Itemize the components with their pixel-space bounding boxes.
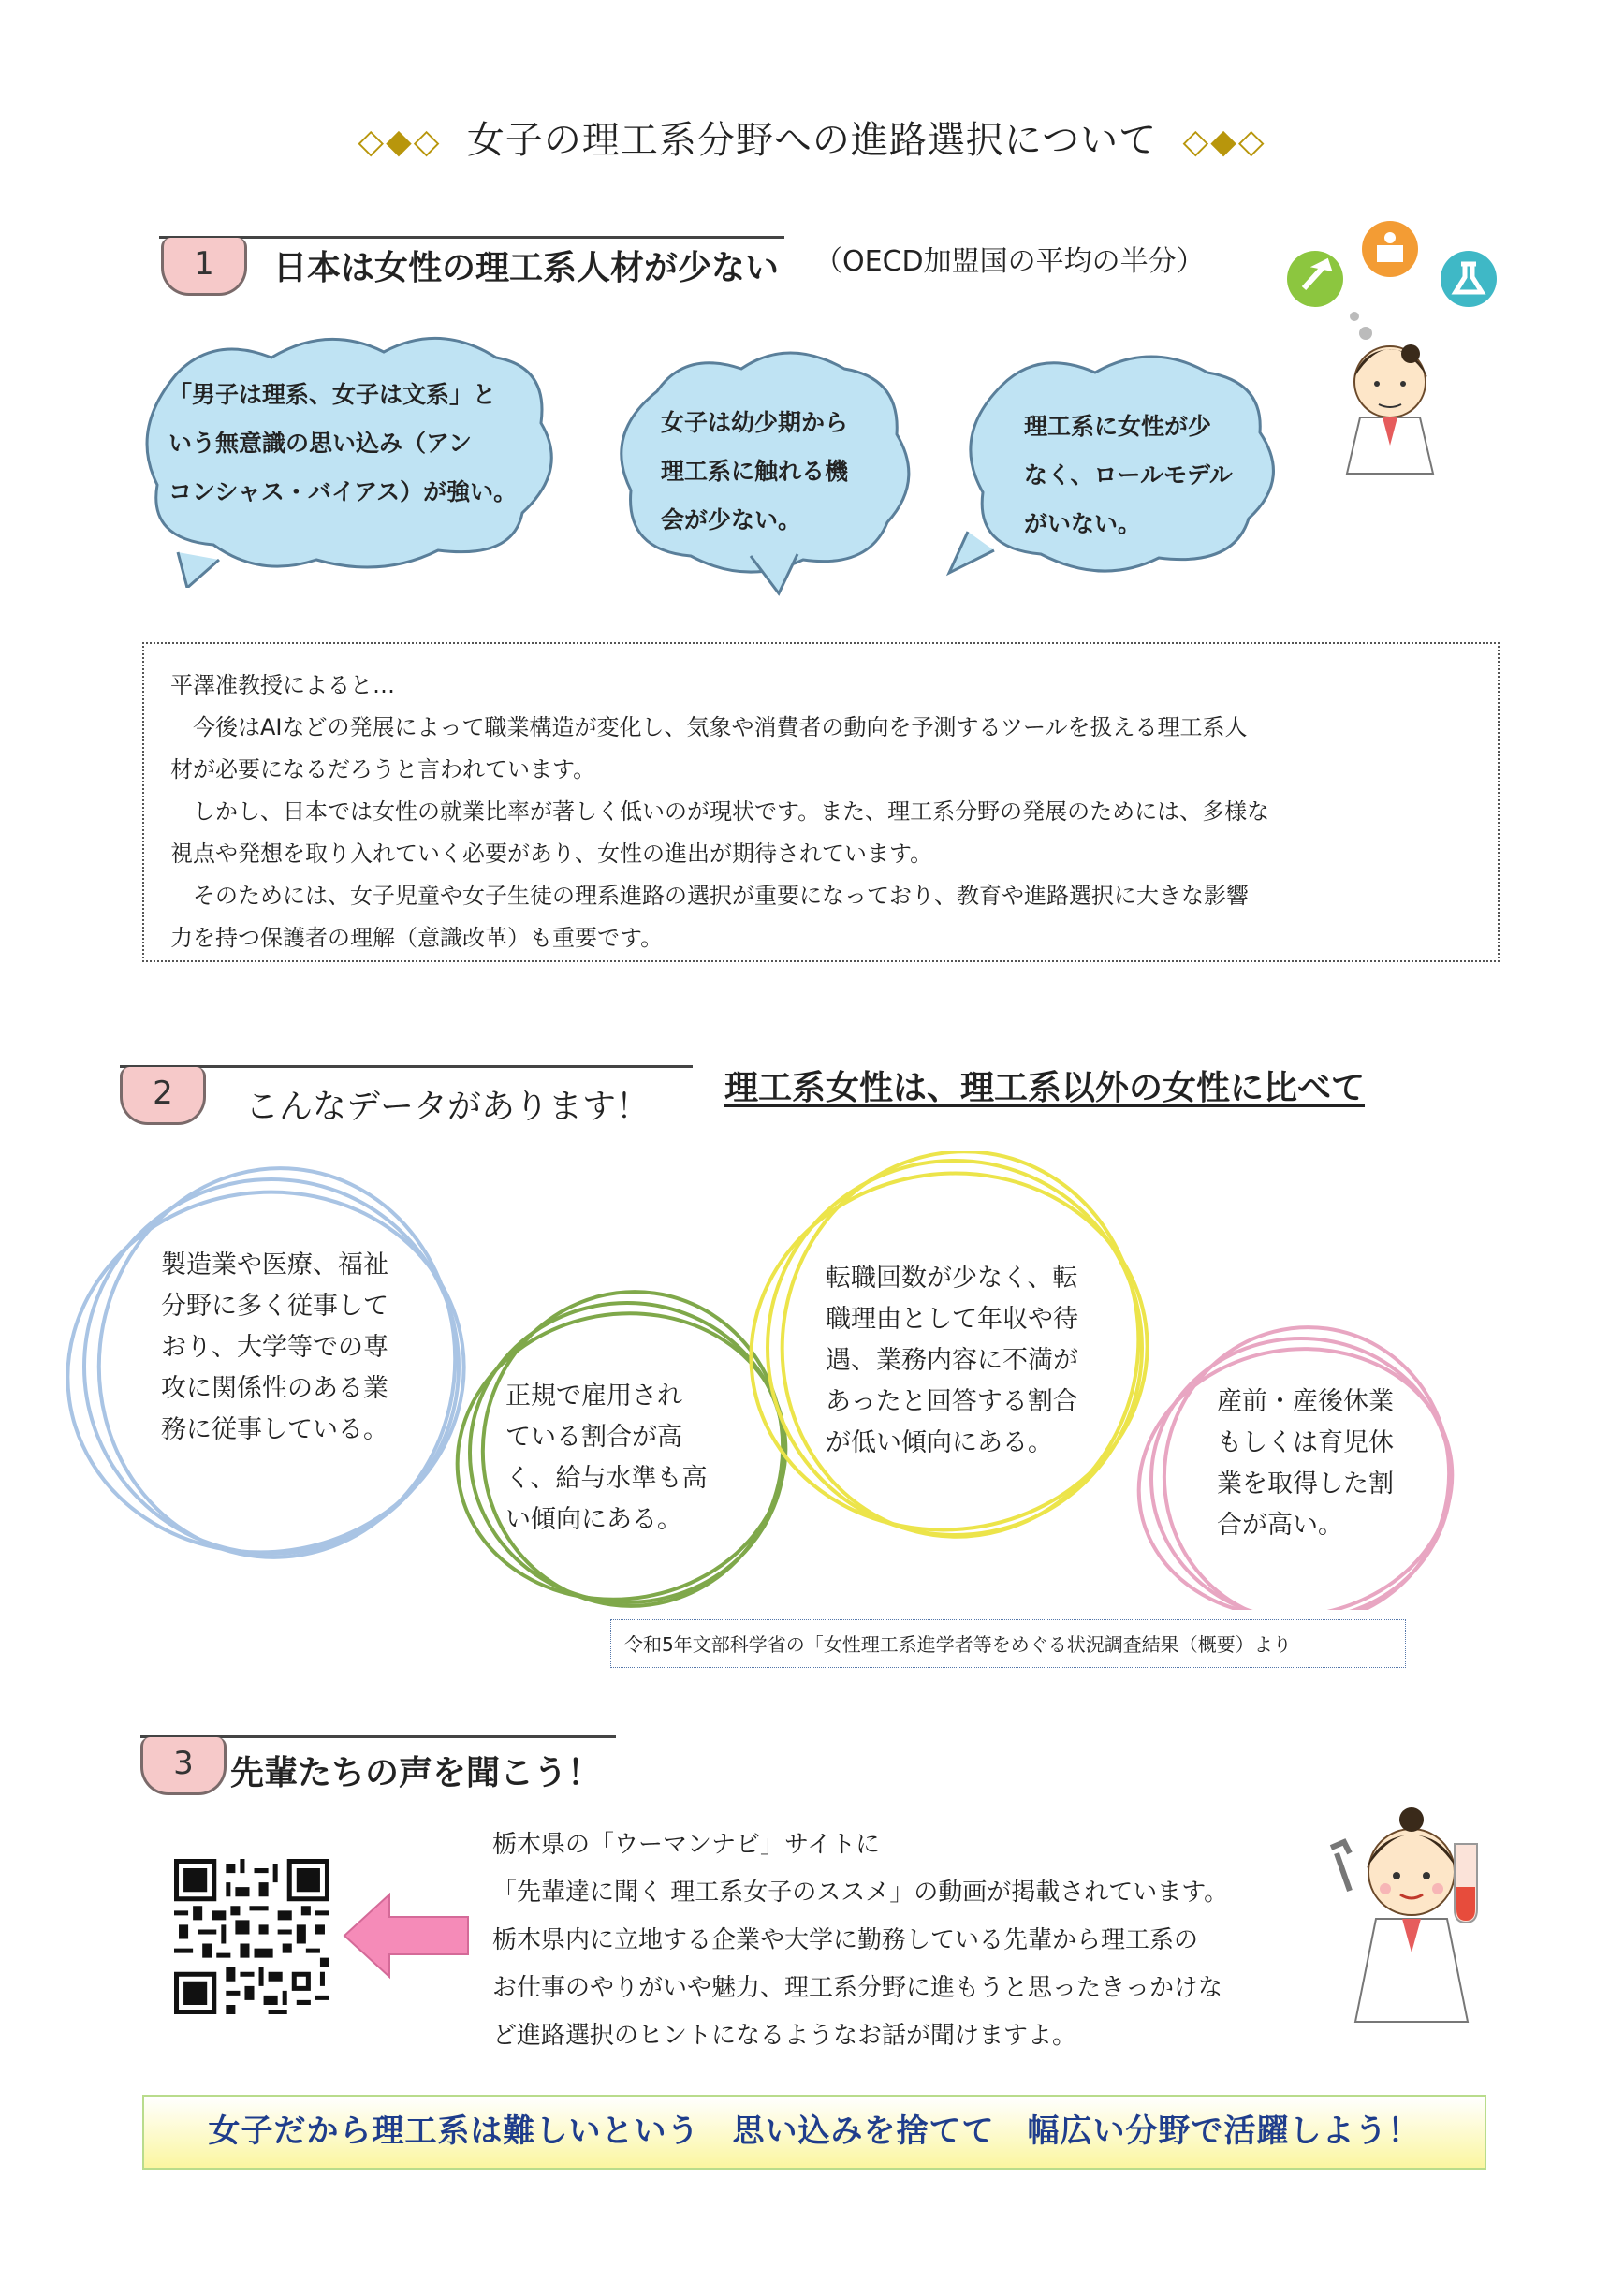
circle-3-text <box>826 1258 1078 1464</box>
circle-2-line: 正規で雇用され <box>505 1382 682 1411</box>
note-line: そのためには、女子児童や女子生徒の理系進路の選択が重要になっており、教育や進路選択に大きな影響 <box>170 883 1249 909</box>
section3-line: 「先輩達に聞く 理工系女子のススメ」の動画が掲載されています。 <box>492 1879 1229 1907</box>
circle-2-line: い傾向にある。 <box>505 1505 682 1534</box>
circle-4-line: もしくは育児休 <box>1217 1428 1394 1457</box>
circle-2-text <box>505 1376 707 1541</box>
circle-3-line: 職理由として年収や待 <box>826 1305 1078 1334</box>
page-title-text: 女子の理工系分野への進路選択について <box>466 119 1158 162</box>
section3-line: 栃木県の「ウーマンナビ」サイトに <box>492 1831 881 1859</box>
page-title <box>0 110 1624 164</box>
circle-4-text <box>1217 1382 1394 1546</box>
bubble-1-text <box>168 371 517 517</box>
bubble-1-line: いう無意識の思い込み（アン <box>168 430 473 457</box>
circle-1-line: 攻に関係性のある業 <box>161 1374 388 1403</box>
section1-rule <box>159 236 784 239</box>
note-line: しかし、日本では女性の就業比率が著しく低いのが現状です。また、理工系分野の発展のためには、多様な <box>170 798 1270 825</box>
circle-1-text <box>161 1245 388 1451</box>
scientist-illustration-icon <box>1268 213 1521 475</box>
circle-2-line: ている割合が高 <box>505 1423 682 1452</box>
section2-rule <box>120 1065 693 1068</box>
circle-3-line: が低い傾向にある。 <box>826 1428 1053 1457</box>
circle-3-line: あったと回答する割合 <box>826 1387 1078 1416</box>
circle-1-line: 分野に多く従事して <box>161 1292 388 1321</box>
bubble-3-line: がいない。 <box>1024 510 1142 537</box>
bubble-2-line: 女子は幼少期から <box>661 409 849 436</box>
bubble-1-line: 「男子は理系、女子は文系」と <box>168 381 497 408</box>
title-decoration-right: ◇◆◇ <box>1182 123 1266 161</box>
professor-note-box <box>142 642 1500 962</box>
note-line: 材が必要になるだろうと言われています。 <box>170 756 596 782</box>
circle-3-line: 遇、業務内容に不満が <box>826 1346 1078 1375</box>
qr-code-icon[interactable] <box>174 1859 329 2014</box>
section3-badge: 3 <box>140 1737 227 1795</box>
section3-text <box>492 1821 1228 2060</box>
section3-title: 先輩たちの声を聞こう！ <box>230 1754 602 1792</box>
bubble-1-line: コンシャス・バイアス）が強い。 <box>168 478 518 505</box>
circle-4-line: 産前・産後休業 <box>1217 1387 1394 1416</box>
section2-subtitle: 理工系女性は、理工系以外の女性に比べて <box>724 1069 1366 1107</box>
section3-line: 栃木県内に立地する企業や大学に勤務している先輩から理工系の <box>492 1926 1199 1954</box>
note-line: 今後はAIなどの発展によって職業構造が変化し、気象や消費者の動向を予測するツールを扱える理工系人 <box>170 714 1248 740</box>
note-line: 平澤准教授によると… <box>170 672 395 698</box>
scientist-with-tools-icon <box>1309 1797 1514 2031</box>
note-line: 力を持つ保護者の理解（意識改革）も重要です。 <box>170 925 664 951</box>
bubble-3-line: 理工系に女性が少 <box>1024 413 1212 440</box>
bubble-2-line: 理工系に触れる機 <box>661 458 849 485</box>
section3-line: ど進路選択のヒントになるようなお話が聞けますよ。 <box>492 2022 1077 2050</box>
closing-banner: 女子だから理工系は難しいという 思い込みを捨てて 幅広い分野で活躍しよう！ <box>142 2095 1486 2170</box>
title-decoration-left: ◇◆◇ <box>358 123 442 161</box>
section2-title: こんなデータがあります！ <box>245 1088 651 1126</box>
bubble-3-text <box>1024 402 1233 548</box>
circle-1-line: おり、大学等での専 <box>161 1333 388 1362</box>
circle-3-line: 転職回数が少なく、転 <box>826 1264 1078 1293</box>
circle-4-line: 合が高い。 <box>1217 1511 1343 1540</box>
source-note: 令和5年文部科学省の「女性理工系進学者等をめぐる状況調査結果（概要）より <box>610 1619 1406 1668</box>
bubble-2-text <box>661 399 848 545</box>
arrow-left-icon <box>341 1889 472 1982</box>
section1-note: （OECD加盟国の平均の半分） <box>814 245 1205 278</box>
circle-2-line: く、給与水準も高 <box>505 1464 708 1493</box>
section1-badge: 1 <box>161 238 247 296</box>
circle-4-line: 業を取得した割 <box>1217 1470 1394 1499</box>
circle-1-line: 務に従事している。 <box>161 1415 388 1444</box>
bubble-3-line: なく、ロールモデル <box>1024 461 1233 489</box>
circle-1-line: 製造業や医療、福祉 <box>161 1250 388 1280</box>
section3-line: お仕事のやりがいや魅力、理工系分野に進もうと思ったきっかけな <box>492 1974 1223 2002</box>
bubble-2-line: 会が少ない。 <box>661 506 802 534</box>
section1-title: 日本は女性の理工系人材が少ない <box>273 249 780 287</box>
section2-badge: 2 <box>120 1067 206 1125</box>
note-line: 視点や発想を取り入れていく必要があり、女性の進出が期待されています。 <box>170 841 933 867</box>
